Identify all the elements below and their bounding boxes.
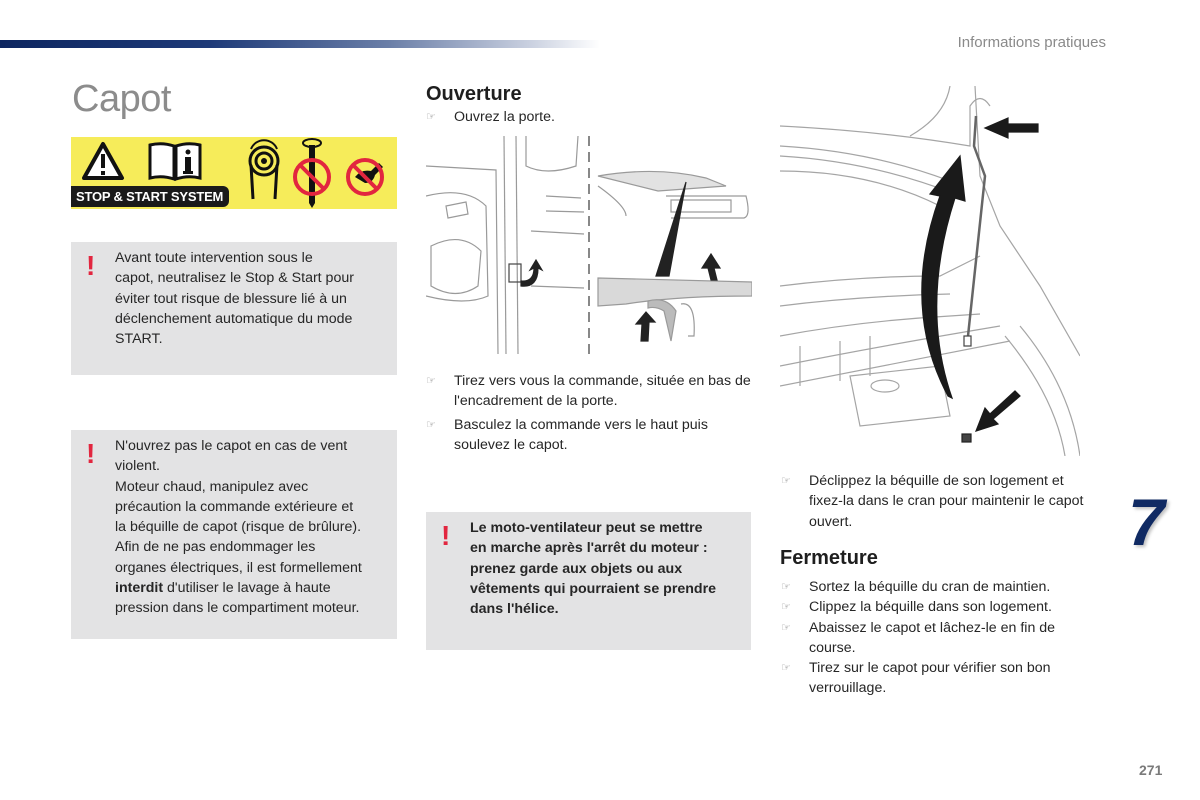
warning-text <box>115 436 389 619</box>
warning-line: N'ouvrez pas le capot en cas de vent <box>115 438 348 454</box>
warning-exclamation-icon: ! <box>86 438 96 469</box>
step-text: Déclippez la béquille de son logement et fixez-la dans le cran pour maintenir le capot ouvert. <box>809 473 1084 530</box>
warning-exclamation-icon: ! <box>441 520 451 551</box>
door-release-and-hood-latch-illustration <box>426 136 752 354</box>
stop-start-warning-banner <box>71 137 397 209</box>
page-title: Capot <box>72 78 171 120</box>
fermeture-steps <box>781 577 1101 699</box>
warning-line: déclenchement automatique du mode <box>115 310 353 327</box>
pointing-hand-icon: ☞ <box>781 662 791 675</box>
warning-triangle-icon <box>81 141 125 181</box>
step-item <box>781 618 1101 659</box>
step-item <box>781 658 1101 699</box>
step-text: Tirez sur le capot pour vérifier son bon verrouillage. <box>809 660 1051 697</box>
step-item <box>426 371 756 412</box>
warning-box-stop-start <box>71 242 397 375</box>
step-item <box>426 107 756 127</box>
warning-line: Moteur chaud, manipulez avec <box>115 478 309 495</box>
warning-line <box>115 578 389 598</box>
warning-line: violent. <box>115 458 160 475</box>
stop-start-label: STOP & START SYSTEM <box>71 186 229 207</box>
warning-line-rest: d'utiliser le lavage à haute <box>163 580 331 597</box>
warning-text <box>470 518 743 619</box>
ouverture-steps <box>426 371 756 458</box>
section-title: Informations pratiques <box>957 34 1106 51</box>
warning-line: Avant toute intervention sous le <box>115 250 313 266</box>
pointing-hand-icon: ☞ <box>781 581 791 593</box>
warning-line: START. <box>115 331 163 348</box>
pointing-hand-icon: ☞ <box>426 375 436 387</box>
warning-line: Le moto-ventilateur peut se mettre <box>470 520 703 536</box>
warning-exclamation-icon: ! <box>86 250 96 281</box>
warning-text <box>115 248 389 349</box>
no-hand-icon <box>343 151 389 197</box>
pointing-hand-icon: ☞ <box>426 111 436 123</box>
warning-line: en marche après l'arrêt du moteur : <box>470 540 708 557</box>
belt-pulley-icon <box>247 139 281 203</box>
emphasis-interdit: interdit <box>115 580 164 597</box>
page-number: 271 <box>1139 762 1163 778</box>
no-screwdriver-icon <box>291 137 333 209</box>
manual-book-icon <box>147 141 203 181</box>
warning-line: prenez garde aux objets ou aux <box>470 560 683 577</box>
step-item <box>781 577 1101 597</box>
step-text: Clippez la béquille dans son logement. <box>809 599 1052 616</box>
step-item <box>781 471 1101 532</box>
header-gradient-bar <box>0 40 600 48</box>
warning-box-wind-heat <box>71 430 397 639</box>
step-text: Tirez vers vous la commande, située en bas de l'encadrement de la porte. <box>454 373 751 410</box>
hood-prop-rod-illustration <box>780 86 1080 456</box>
warning-line: la béquille de capot (risque de brûlure). <box>115 519 362 536</box>
warning-line: vêtements qui pourraient se prendre <box>470 580 716 597</box>
warning-line: Afin de ne pas endommager les <box>115 539 316 556</box>
pointing-hand-icon: ☞ <box>781 621 791 634</box>
pointing-hand-icon: ☞ <box>781 601 791 614</box>
step-text: Sortez la béquille du cran de maintien. <box>809 579 1051 595</box>
step-text: Ouvrez la porte. <box>454 109 555 125</box>
step-item <box>781 597 1101 617</box>
step-item <box>426 415 756 456</box>
warning-box-fan <box>426 512 751 650</box>
pointing-hand-icon: ☞ <box>426 418 436 431</box>
step-text: Abaissez le capot et lâchez-le en fin de course. <box>809 619 1056 656</box>
heading-fermeture: Fermeture <box>780 547 878 569</box>
warning-line: éviter tout risque de blessure lié à un <box>115 290 347 307</box>
warning-line: précaution la commande extérieure et <box>115 498 354 515</box>
chapter-number: 7 <box>1128 485 1165 559</box>
heading-ouverture: Ouverture <box>426 83 522 105</box>
ouverture-steps-top <box>426 107 756 130</box>
warning-line: organes électriques, il est formellement <box>115 559 362 576</box>
warning-line: capot, neutralisez le Stop & Start pour <box>115 270 354 287</box>
pointing-hand-icon: ☞ <box>781 475 791 487</box>
step-text: Basculez la commande vers le haut puis soulevez le capot. <box>454 416 708 453</box>
prop-rod-steps <box>781 471 1101 535</box>
warning-line: pression dans le compartiment moteur. <box>115 600 360 617</box>
warning-line: dans l'hélice. <box>470 601 559 618</box>
